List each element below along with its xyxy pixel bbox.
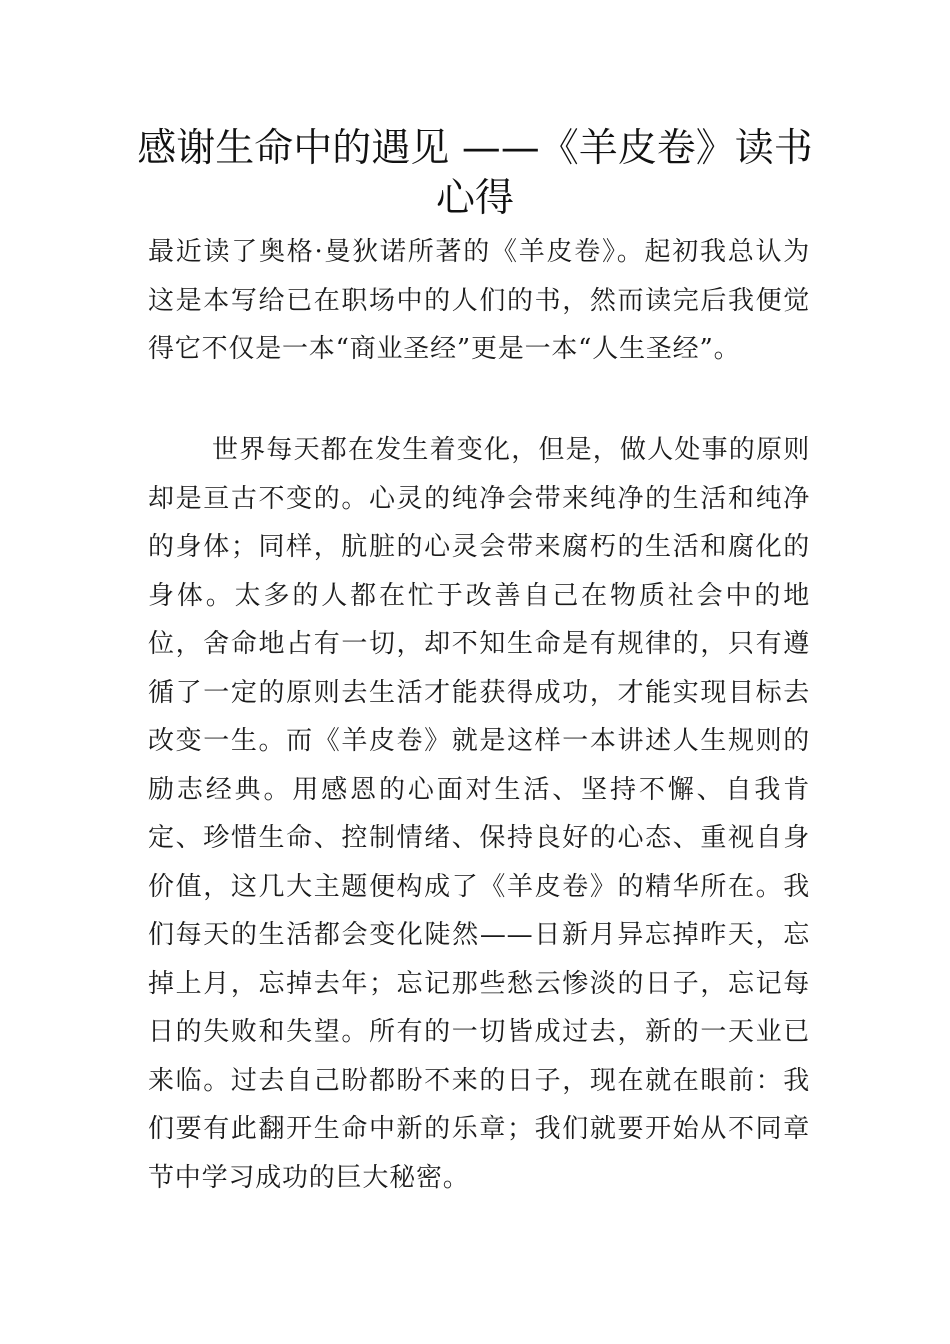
paragraph-main: 世界每天都在发生着变化，但是，做人处事的原则却是亘古不变的。心灵的纯净会带来纯净的生活和纯净的身体；同样，肮脏的心灵会带来腐朽的生活和腐化的身体。太多的人都在忙于改善自己在物质社会中的地位，舍命地占有一切，却不知生命是有规律的，只有遵循了一定的原则去生活才能获得成功，才能实现目标去改变一生。而《羊皮卷》就是这样一本讲述人生规则的励志经典。用感恩的心面对生活、坚持不懈、自我肯定、珍惜生命、控制情绪、保持良好的心态、重视自身价值，这几大主题便构成了《羊皮卷》的精华所在。我们每天的生活都会变化陡然——日新月异忘掉昨天，忘掉上月，忘掉去年；忘记那些愁云惨淡的日子，忘记每日的失败和失望。所有的一切皆成过去，新的一天业已来临。过去自己盼都盼不来的日子，现在就在眼前：我们要有此翻开生命中新的乐章；我们就要开始从不同章节中学习成功的巨大秘密。 — [148, 435, 810, 1193]
paragraph-intro: 最近读了奥格·曼狄诺所著的《羊皮卷》。起初我总认为这是本写给已在职场中的人们的书，然而读完后我便觉得它不仅是一本“商业圣经”更是一本“人生圣经”。 — [148, 237, 810, 364]
document-title: 感谢生命中的遇见 ——《羊皮卷》读书心得 — [137, 126, 813, 221]
